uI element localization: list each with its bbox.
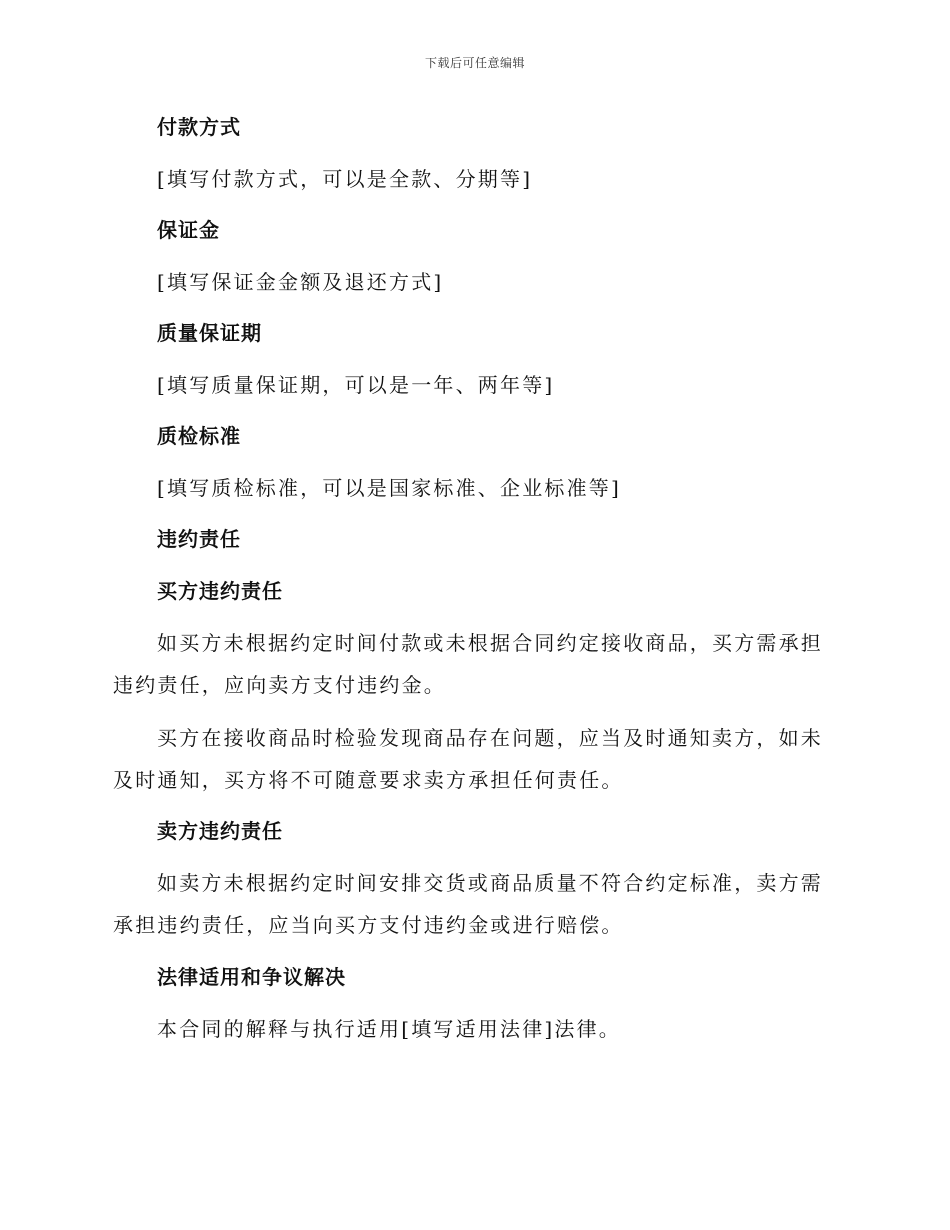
section-heading-law: 法律适用和争议解决	[157, 965, 346, 989]
buyer-liability-paragraph-2: 买方在接收商品时检验发现商品存在问题，应当及时通知卖方，如未及时通知，买方将不可随意要求卖方承担任何责任。	[113, 726, 823, 792]
section-heading-payment: 付款方式	[157, 115, 241, 139]
section-heading-liability: 违约责任	[157, 527, 241, 551]
buyer-liability-paragraph-1: 如买方未根据约定时间付款或未根据合同约定接收商品，买方需承担违约责任，应向卖方支付违约金。	[113, 631, 823, 697]
page-header: 下载后可任意编辑	[424, 56, 525, 70]
section-heading-seller-liability: 卖方违约责任	[157, 819, 283, 843]
section-heading-buyer-liability: 买方违约责任	[157, 579, 283, 603]
section-body-inspection: [填写质检标准，可以是国家标准、企业标准等]	[157, 476, 622, 500]
section-body-payment: [填写付款方式，可以是全款、分期等]	[157, 167, 533, 191]
section-heading-deposit: 保证金	[157, 218, 220, 242]
section-heading-inspection: 质检标准	[157, 424, 241, 448]
section-heading-warranty: 质量保证期	[157, 321, 262, 345]
section-body-deposit: [填写保证金金额及退还方式]	[157, 270, 444, 294]
section-body-law: 本合同的解释与执行适用[填写适用法律]法律。	[157, 1017, 622, 1041]
section-body-warranty: [填写质量保证期，可以是一年、两年等]	[157, 373, 555, 397]
seller-liability-paragraph-1: 如卖方未根据约定时间安排交货或商品质量不符合约定标准，卖方需承担违约责任，应当向买方支付违约金或进行赔偿。	[113, 871, 823, 937]
